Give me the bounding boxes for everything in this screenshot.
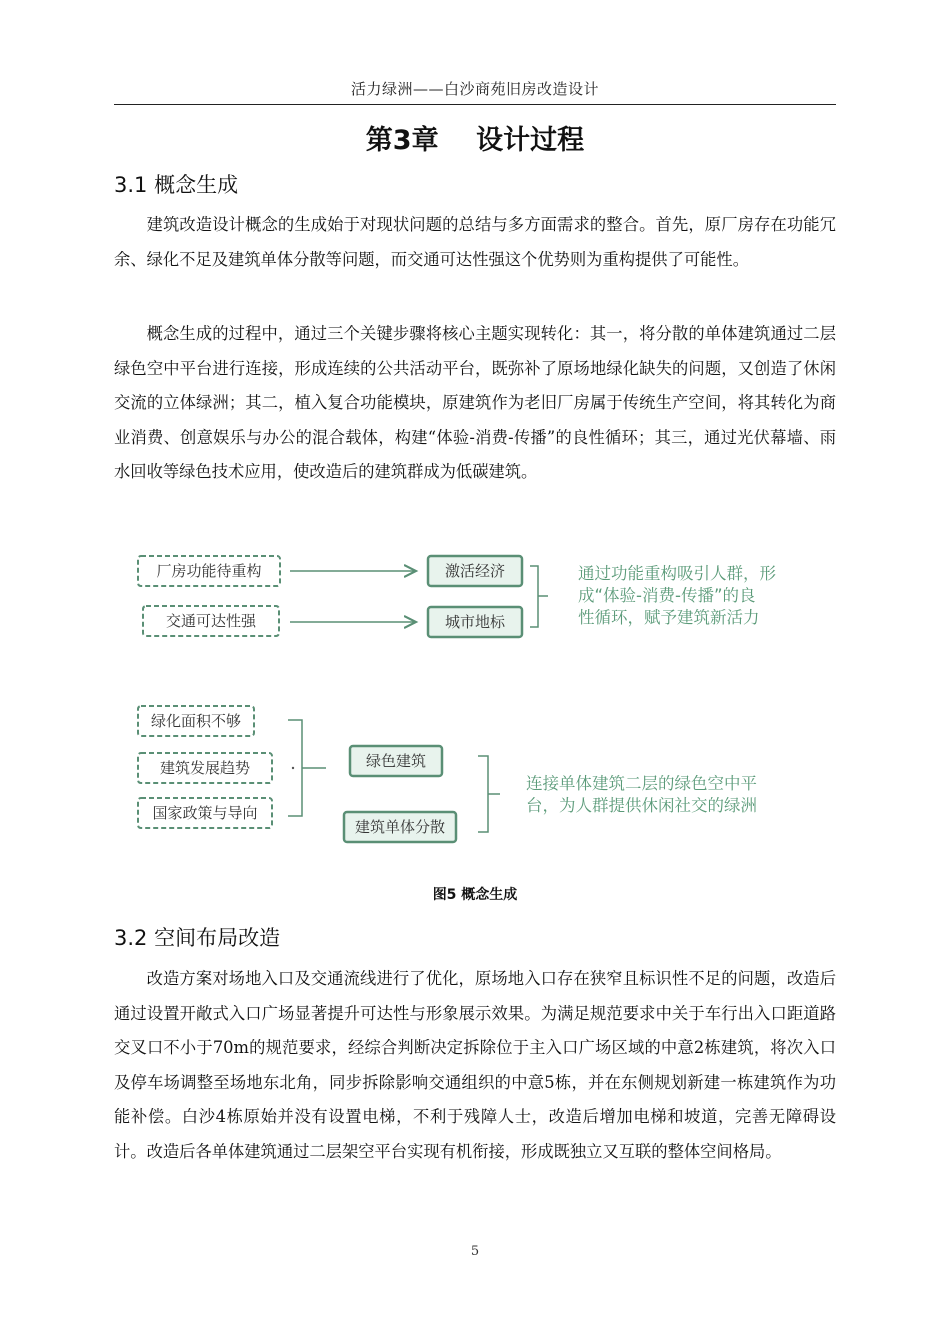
paragraph: 改造方案对场地入口及交通流线进行了优化，原场地入口存在狭窄且标识性不足的问题，改造后通过设置开敞式入口广场显著提升可达性与形象展示效果。为满足规范要求中关于车行出入口距道路交叉口不小于70m的规范要求，经综合判断决定拆除位于主入口广场区域的中意2栋建筑，将次入口及停车场调整至场地东北角，同步拆除影响交通组织的中意5栋，并在东侧规划新建一栋建筑作为功能补偿。白沙4栋原始并没有设置电梯，不利于残障人士，改造后增加电梯和坡道，完善无障碍设计。改造后各单体建筑通过二层架空平台实现有机衔接，形成既独立又互联的整体空间格局。 <box>114 969 836 1161</box>
output-label: 建筑单体分散 <box>354 818 446 836</box>
header-rule <box>114 104 836 105</box>
note-line: 通过功能重构吸引人群，形 <box>578 564 776 583</box>
section-heading-3-2: 3.2 空间布局改造 <box>114 926 281 950</box>
bracket <box>530 566 548 627</box>
input-label: 交通可达性强 <box>165 612 257 630</box>
note-line: 连接单体建筑二层的绿色空中平 <box>526 774 757 793</box>
note-line: 台，为人群提供休闲社交的绿洲 <box>526 796 757 815</box>
paragraph: 建筑改造设计概念的生成始于对现状问题的总结与多方面需求的整合。首先，原厂房存在功能冗余、绿化不足及建筑单体分散等问题，而交通可达性强这个优势则为重构提供了可能性。 <box>114 215 836 269</box>
output-label: 绿色建筑 <box>365 752 427 770</box>
bracket <box>478 756 500 832</box>
output-label: 激活经济 <box>444 562 506 580</box>
concept-diagram <box>114 540 836 850</box>
input-label: 绿化面积不够 <box>150 712 242 730</box>
paragraph: 概念生成的过程中，通过三个关键步骤将核心主题实现转化：其一，将分散的单体建筑通过二层绿色空中平台进行连接，形成连续的公共活动平台，既弥补了原场地绿化缺失的问题，又创造了休闲交流的立体绿洲；其二，植入复合功能模块，原建筑作为老旧厂房属于传统生产空间，将其转化为商业消费、创意娱乐与办公的混合载体，构建“体验-消费-传播”的良性循环；其三，通过光伏幕墙、雨水回收等绿色技术应用，使改造后的建筑群成为低碳建筑。 <box>114 324 836 482</box>
note-line: 性循环，赋予建筑新活力 <box>578 608 760 627</box>
page-number: 5 <box>470 1244 480 1259</box>
note-line: 成“体验-消费-传播”的良 <box>578 586 756 605</box>
dot <box>292 767 294 769</box>
section-heading-3-1: 3.1 概念生成 <box>114 173 239 197</box>
input-label: 厂房功能待重构 <box>156 562 262 580</box>
output-label: 城市地标 <box>444 613 506 631</box>
chapter-title: 第3章 设计过程 <box>365 125 585 156</box>
figure-caption: 图5 概念生成 <box>432 887 518 903</box>
input-label: 国家政策与导向 <box>152 804 258 822</box>
running-header: 活力绿洲——白沙商苑旧房改造设计 <box>350 80 599 98</box>
input-label: 建筑发展趋势 <box>159 759 251 777</box>
